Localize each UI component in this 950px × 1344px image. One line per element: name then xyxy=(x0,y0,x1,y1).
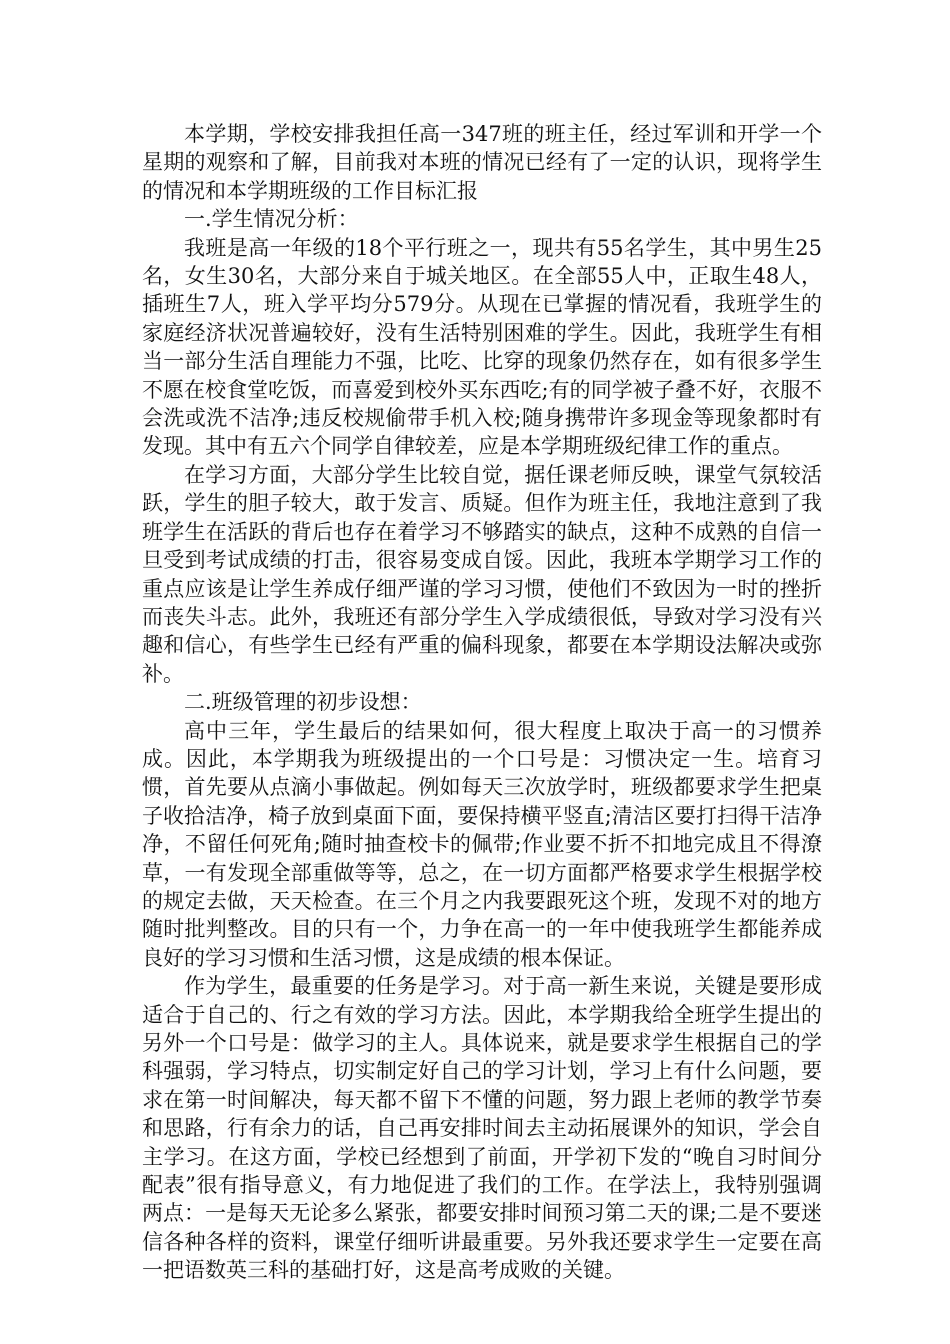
paragraph-study-methods: 作为学生，最重要的任务是学习。对于高一新生来说，关键是要形成适合于自己的、行之有效的学习方法。因此，本学期我给全班学生提出的另外一个口号是：做学习的主人。具体说来，就是要求学生根据自己的学科强弱，学习特点，切实制定好自己的学习计划，学习上有什么问题，要求在第一时间解决，每天都不留下不懂的问题，努力跟上老师的教学节奏和思路，行有余力的话，自己再安排时间去主动拓展课外的知识，学会自主学习。在这方面，学校已经想到了前面，开学初下发的“晚自习时间分配表”很有指导意义，有力地促进了我们的工作。在学法上，我特别强调两点：一是每天无论多么紧张，都要安排时间预习第二天的课;二是不要迷信各种各样的资料，课堂仔细听讲最重要。另外我还要求学生一定要在高一把语数英三科的基础打好，这是高考成败的关键。 xyxy=(142,974,822,1283)
paragraph-habit-formation: 高中三年，学生最后的结果如何，很大程度上取决于高一的习惯养成。因此，本学期我为班级提出的一个口号是：习惯决定一生。培育习惯，首先要从点滴小事做起。例如每天三次放学时，班级都要求学生把桌子收拾洁净，椅子放到桌面下面，要保持横平竖直;清洁区要打扫得干洁净净，不留任何死角;随时抽查校卡的佩带;作业要不折不扣地完成且不得潦草，一有发现全部重做等等，总之，在一切方面都严格要求学生根据学校的规定去做，天天检查。在三个月之内我要跟死这个班，发现不对的地方随时批判整改。目的只有一个，力争在高一的一年中使我班学生都能养成良好的学习习惯和生活习惯，这是成绩的根本保证。 xyxy=(142,718,822,970)
document-page xyxy=(142,120,822,1285)
paragraph-study-situation: 在学习方面，大部分学生比较自觉，据任课老师反映，课堂气氛较活跃，学生的胆子较大，敢于发言、质疑。但作为班主任，我地注意到了我班学生在活跃的背后也存在着学习不够踏实的缺点，这种不成熟的自信一旦受到考试成绩的打击，很容易变成自馁。因此，我班本学期学习工作的重点应该是让学生养成仔细严谨的学习习惯，使他们不致因为一时的挫折而丧失斗志。此外，我班还有部分学生入学成绩很低，导致对学习没有兴趣和信心，有些学生已经有严重的偏科现象，都要在本学期设法解决或弥补。 xyxy=(142,462,822,686)
section-heading-student-analysis: 一.学生情况分析： xyxy=(184,207,359,232)
section-heading-management-plan: 二.班级管理的初步设想： xyxy=(184,690,422,715)
intro-paragraph: 本学期，学校安排我担任高一347班的班主任，经过军训和开学一个星期的观察和了解，目前我对本班的情况已经有了一定的认识，现将学生的情况和本学期班级的工作目标汇报 xyxy=(142,122,822,203)
paragraph-class-composition: 我班是高一年级的18个平行班之一，现共有55名学生，其中男生25名，女生30名，大部分来自于城关地区。在全部55人中，正取生48人，插班生7人，班入学平均分579分。从现在已掌握的情况看，我班学生的家庭经济状况普遍较好，没有生活特别困难的学生。因此，我班学生有相当一部分生活自理能力不强，比吃、比穿的现象仍然存在，如有很多学生不愿在校食堂吃饭，而喜爱到校外买东西吃;有的同学被子叠不好，衣服不会洗或洗不洁净;违反校规偷带手机入校;随身携带许多现金等现象都时有发现。其中有五六个同学自律较差，应是本学期班级纪律工作的重点。 xyxy=(142,235,822,459)
